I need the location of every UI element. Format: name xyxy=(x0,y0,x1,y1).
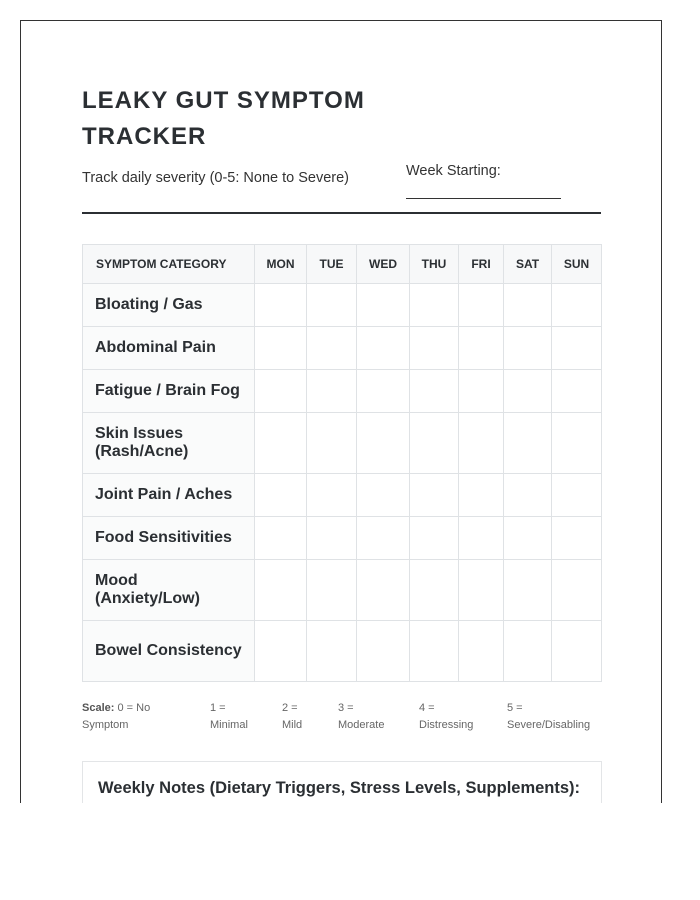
severity-cell-sat[interactable] xyxy=(504,370,552,413)
severity-cell-sat[interactable] xyxy=(504,517,552,560)
severity-cell-sat[interactable] xyxy=(504,621,552,682)
severity-cell-wed[interactable] xyxy=(357,327,410,370)
severity-cell-thu[interactable] xyxy=(410,517,459,560)
severity-cell-tue[interactable] xyxy=(307,413,357,474)
weekly-notes-heading: Weekly Notes (Dietary Triggers, Stress Levels, Supplements): xyxy=(98,779,581,797)
table-row xyxy=(83,370,602,413)
severity-cell-fri[interactable] xyxy=(459,560,504,621)
header-divider xyxy=(82,212,601,214)
severity-cell-mon[interactable] xyxy=(255,327,307,370)
severity-cell-sat[interactable] xyxy=(504,413,552,474)
severity-cell-mon[interactable] xyxy=(255,560,307,621)
severity-cell-sun[interactable] xyxy=(552,413,602,474)
severity-cell-thu[interactable] xyxy=(410,327,459,370)
column-header-category: SYMPTOM CATEGORY xyxy=(83,245,255,284)
week-starting-field[interactable] xyxy=(406,198,561,199)
severity-cell-tue[interactable] xyxy=(307,560,357,621)
scale-item-2: 2 = Mild xyxy=(282,702,303,731)
severity-cell-thu[interactable] xyxy=(410,474,459,517)
scale-item-1: 1 = Minimal xyxy=(210,702,248,731)
symptom-label: Joint Pain / Aches xyxy=(83,474,255,517)
table-row xyxy=(83,517,602,560)
symptom-label: Bloating / Gas xyxy=(83,284,255,327)
severity-cell-tue[interactable] xyxy=(307,517,357,560)
severity-cell-tue[interactable] xyxy=(307,327,357,370)
severity-cell-sun[interactable] xyxy=(552,370,602,413)
severity-cell-sun[interactable] xyxy=(552,517,602,560)
severity-cell-mon[interactable] xyxy=(255,474,307,517)
severity-cell-wed[interactable] xyxy=(357,474,410,517)
severity-cell-sat[interactable] xyxy=(504,327,552,370)
table-header-row xyxy=(83,245,602,284)
table-row xyxy=(83,284,602,327)
table-row xyxy=(83,413,602,474)
severity-cell-wed[interactable] xyxy=(357,560,410,621)
severity-cell-fri[interactable] xyxy=(459,370,504,413)
severity-cell-wed[interactable] xyxy=(357,284,410,327)
symptom-label: Skin Issues (Rash/Acne) xyxy=(83,413,255,474)
severity-cell-sun[interactable] xyxy=(552,621,602,682)
severity-cell-sat[interactable] xyxy=(504,474,552,517)
page-title: LEAKY GUT SYMPTOM TRACKER xyxy=(82,87,365,150)
severity-cell-fri[interactable] xyxy=(459,284,504,327)
severity-cell-sat[interactable] xyxy=(504,560,552,621)
severity-cell-tue[interactable] xyxy=(307,474,357,517)
severity-cell-mon[interactable] xyxy=(255,370,307,413)
column-header-sat: SAT xyxy=(504,245,552,284)
severity-cell-thu[interactable] xyxy=(410,284,459,327)
severity-cell-fri[interactable] xyxy=(459,517,504,560)
subtitle: Track daily severity (0-5: None to Severe) xyxy=(82,170,350,186)
column-header-tue: TUE xyxy=(307,245,357,284)
scale-prefix: Scale: xyxy=(82,702,115,714)
scale-item-0: Scale: 0 = No Symptom xyxy=(82,702,151,731)
severity-cell-wed[interactable] xyxy=(357,517,410,560)
table-row xyxy=(83,560,602,621)
severity-cell-sun[interactable] xyxy=(552,284,602,327)
symptom-label: Food Sensitivities xyxy=(83,517,255,560)
severity-cell-thu[interactable] xyxy=(410,413,459,474)
severity-cell-wed[interactable] xyxy=(357,621,410,682)
severity-cell-wed[interactable] xyxy=(357,370,410,413)
column-header-fri: FRI xyxy=(459,245,504,284)
symptom-table xyxy=(82,244,602,682)
severity-cell-thu[interactable] xyxy=(410,621,459,682)
symptom-label: Fatigue / Brain Fog xyxy=(83,370,255,413)
table-row xyxy=(83,474,602,517)
tracker-page xyxy=(20,20,662,803)
severity-cell-fri[interactable] xyxy=(459,413,504,474)
severity-cell-tue[interactable] xyxy=(307,284,357,327)
column-header-thu: THU xyxy=(410,245,459,284)
severity-cell-fri[interactable] xyxy=(459,474,504,517)
severity-cell-fri[interactable] xyxy=(459,327,504,370)
table-row xyxy=(83,621,602,682)
severity-cell-tue[interactable] xyxy=(307,621,357,682)
severity-cell-fri[interactable] xyxy=(459,621,504,682)
table-row xyxy=(83,327,602,370)
column-header-sun: SUN xyxy=(552,245,602,284)
column-header-wed: WED xyxy=(357,245,410,284)
scale-item-3: 3 = Moderate xyxy=(338,702,385,731)
severity-cell-sun[interactable] xyxy=(552,474,602,517)
scale-item-4: 4 = Distressing xyxy=(419,702,474,731)
column-header-mon: MON xyxy=(255,245,307,284)
week-starting-label: Week Starting: xyxy=(406,163,501,179)
severity-cell-mon[interactable] xyxy=(255,517,307,560)
severity-cell-thu[interactable] xyxy=(410,560,459,621)
severity-cell-mon[interactable] xyxy=(255,284,307,327)
severity-cell-mon[interactable] xyxy=(255,621,307,682)
severity-cell-sun[interactable] xyxy=(552,560,602,621)
severity-cell-tue[interactable] xyxy=(307,370,357,413)
severity-cell-wed[interactable] xyxy=(357,413,410,474)
symptom-label: Mood (Anxiety/Low) xyxy=(83,560,255,621)
severity-cell-thu[interactable] xyxy=(410,370,459,413)
scale-item-5: 5 = Severe/Disabling xyxy=(507,702,591,731)
severity-cell-mon[interactable] xyxy=(255,413,307,474)
severity-cell-sun[interactable] xyxy=(552,327,602,370)
weekly-notes-box[interactable] xyxy=(82,761,602,803)
severity-cell-sat[interactable] xyxy=(504,284,552,327)
symptom-label: Abdominal Pain xyxy=(83,327,255,370)
symptom-label: Bowel Consistency xyxy=(83,621,255,682)
